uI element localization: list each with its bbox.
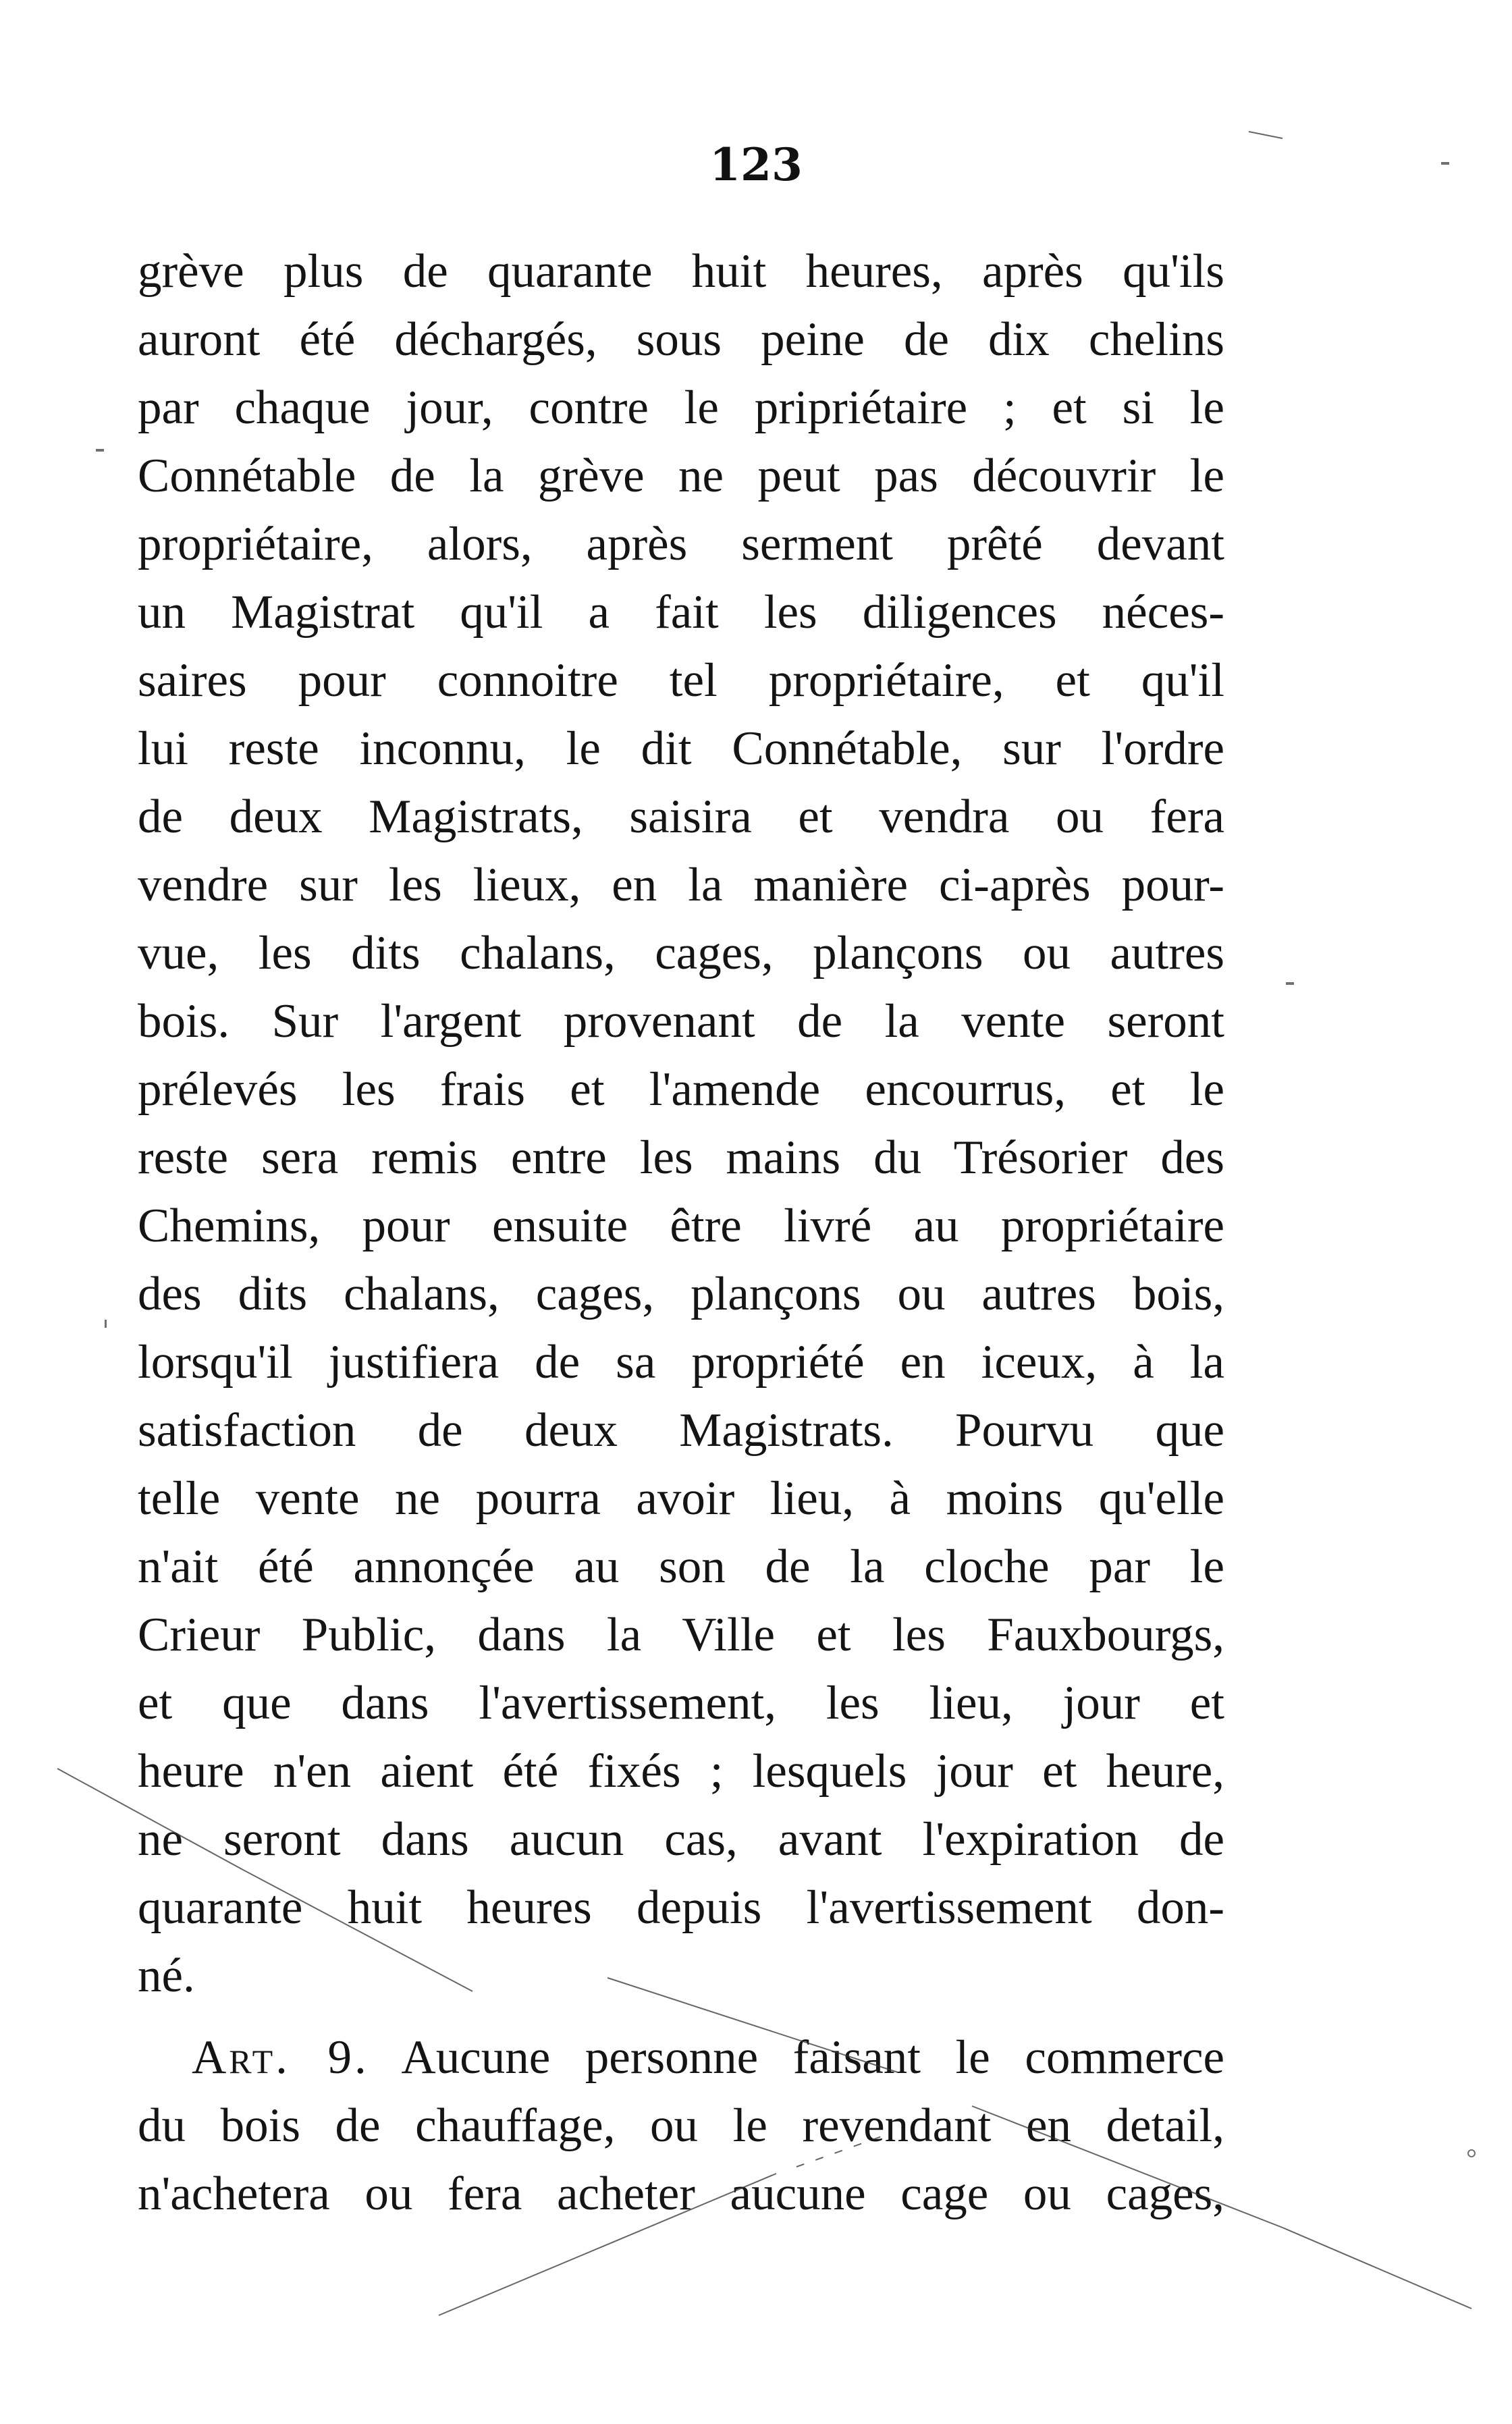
text-line: lui reste inconnu, le dit Connétable, sur l'ordre (138, 722, 1224, 775)
text-line: saires pour connoitre tel propriétaire, et qu'il (138, 654, 1224, 707)
text-line: auront été déchargés, sous peine de dix chelins (138, 313, 1224, 366)
article-9 (138, 2024, 1224, 2228)
text-line: lorsqu'il justifiera de sa propriété en iceux, à la (138, 1336, 1224, 1389)
text-line: du bois de chauffage, ou le revendant en detail, (138, 2099, 1224, 2152)
text-line: né. (138, 1949, 195, 2002)
text-line: des dits chalans, cages, plançons ou autres bois, (138, 1268, 1224, 1320)
text-line: vue, les dits chalans, cages, plançons ou autres (138, 927, 1224, 979)
stray-line (1282, 2228, 1472, 2309)
text-line: telle vente ne pourra avoir lieu, à moins qu'elle (138, 1472, 1224, 1525)
stray-line (1249, 132, 1282, 138)
paragraph-spacer (138, 2010, 1224, 2024)
text-line: prélevés les frais et l'amende encourrus, et le (138, 1063, 1224, 1116)
scan-speck (105, 1320, 107, 1328)
text-line: n'achetera ou fera acheter aucune cage ou cages, (138, 2167, 1224, 2220)
text-line (138, 2024, 1224, 2092)
text-line: ne seront dans aucun cas, avant l'expiration de (138, 1813, 1224, 1866)
text-line: reste sera remis entre les mains du Trésorier des (138, 1131, 1224, 1184)
text-line: bois. Sur l'argent provenant de la vente seront (138, 995, 1224, 1048)
page-number: 123 (709, 138, 803, 191)
text-line: Crieur Public, dans la Ville et les Fauxbourgs, (138, 1609, 1224, 1661)
text-line: de deux Magistrats, saisira et vendra ou fera (138, 790, 1224, 843)
scan-speck (1286, 982, 1294, 985)
text-line: Chemins, pour ensuite être livré au propriétaire (138, 1200, 1224, 1252)
text-line: et que dans l'avertissement, les lieu, jour et (138, 1677, 1224, 1729)
text-line: par chaque jour, contre le pripriétaire ; et si le (138, 381, 1224, 434)
text-line: n'ait été annonçée au son de la cloche par le (138, 1540, 1224, 1593)
article-text: Aucune personne faisant le commerce (369, 2031, 1224, 2084)
scan-speck (1468, 2150, 1475, 2157)
text-line: propriétaire, alors, après serment prêté devant (138, 518, 1224, 570)
scan-speck (96, 449, 104, 452)
text-line: quarante huit heures depuis l'avertissement don- (138, 1881, 1224, 1934)
text-line: heure n'en aient été fixés ; lesquels jour et heure, (138, 1745, 1224, 1798)
text-line: satisfaction de deux Magistrats. Pourvu que (138, 1404, 1224, 1457)
paragraph (138, 238, 1224, 2010)
text-line: vendre sur les lieux, en la manière ci-après pour- (138, 859, 1224, 911)
text-line: grève plus de quarante huit heures, après qu'ils (138, 245, 1224, 298)
article-label: Art. 9. (192, 2031, 369, 2084)
text-line: Connétable de la grève ne peut pas découvrir le (138, 450, 1224, 502)
text-line: un Magistrat qu'il a fait les diligences néces- (138, 586, 1224, 639)
body-text (138, 238, 1224, 2228)
